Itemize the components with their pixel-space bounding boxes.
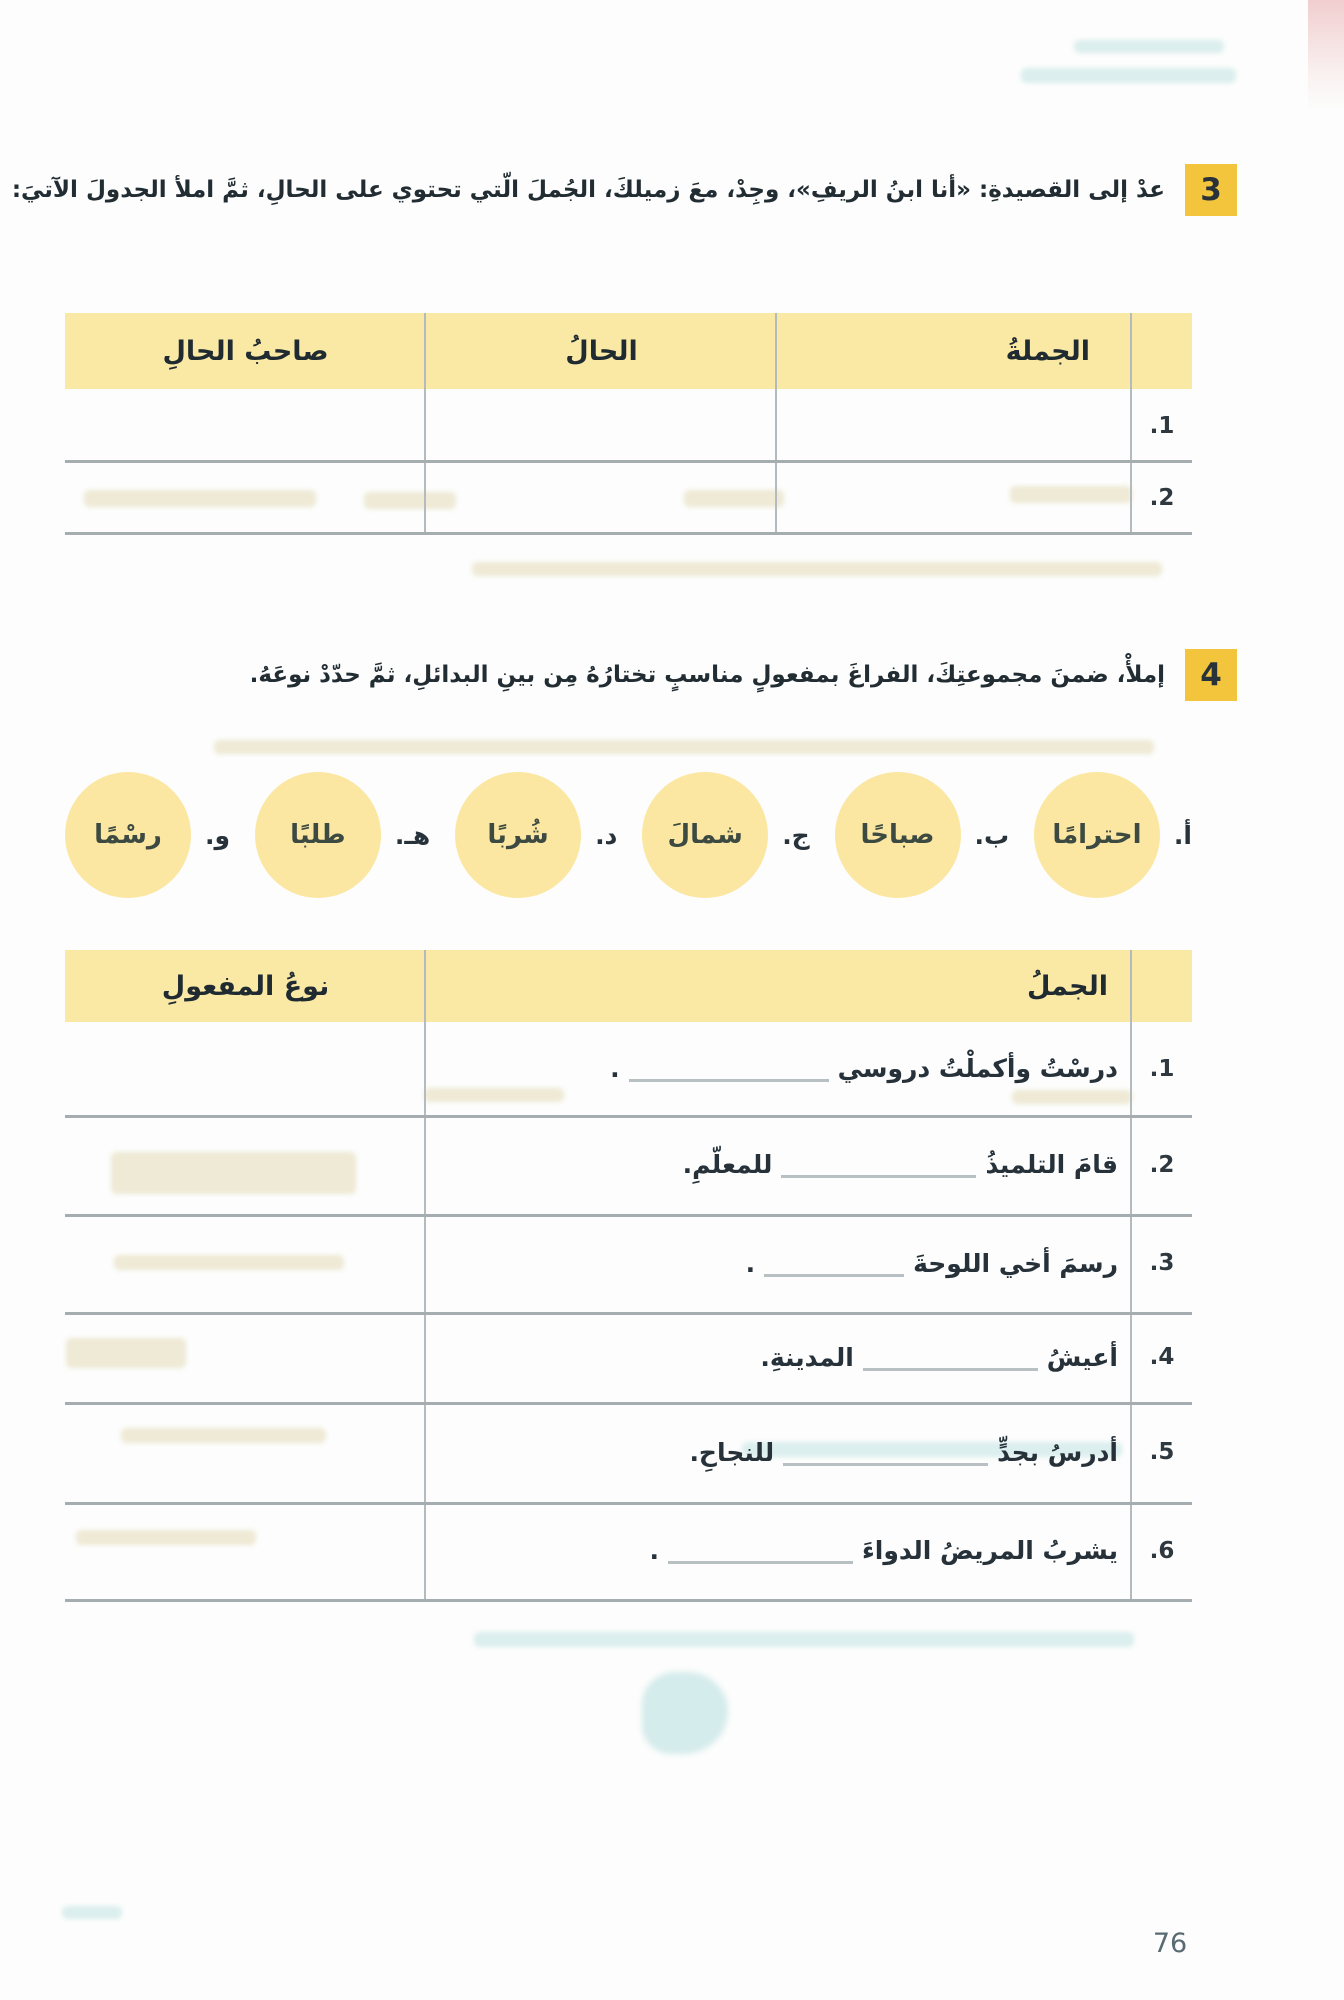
bleedthrough	[472, 562, 1162, 576]
page-number: 76	[1152, 1928, 1188, 1959]
option-letter: ج.	[782, 820, 810, 850]
exercise-3-table	[65, 313, 1192, 535]
sentence-text: أدرسُ بجدٍّ	[997, 1437, 1118, 1467]
bleedthrough	[214, 740, 1154, 754]
row-number-cell	[1132, 1214, 1192, 1312]
option-letter: د.	[595, 820, 618, 850]
column-header-sentences: الجملُ	[1026, 970, 1108, 1002]
sentence-text: .	[649, 1536, 660, 1565]
exercise-4-header	[250, 649, 1237, 701]
option-w	[65, 772, 230, 898]
sentence-text: المدينةِ.	[760, 1342, 854, 1372]
bleedthrough	[474, 1632, 1134, 1647]
exercise-4-table	[65, 950, 1192, 1602]
fill-in-blank	[629, 1055, 829, 1082]
sentence-row	[426, 1402, 1132, 1502]
sentence-text: درسْتُ وأكملْتُ دروسي	[837, 1054, 1118, 1083]
option-letter: هـ.	[394, 820, 431, 850]
exercise-4-options	[65, 771, 1192, 899]
option-letter: و.	[205, 820, 231, 850]
option-c	[642, 772, 810, 898]
option-d	[455, 772, 617, 898]
row-number: .2	[1149, 1151, 1175, 1178]
bleedthrough	[1074, 40, 1224, 53]
option-word-circle: رسْمًا	[65, 772, 191, 898]
sentence-text: قامَ التلميذُ	[985, 1150, 1118, 1179]
sentence-text: للمعلّمِ.	[682, 1150, 773, 1179]
sentence-text: .	[745, 1248, 756, 1278]
bleedthrough	[1021, 68, 1236, 83]
fill-in-blank	[863, 1344, 1038, 1371]
option-word-circle: احترامًا	[1034, 772, 1160, 898]
row-number-cell	[1132, 1022, 1192, 1115]
sentence-text: أعيشُ	[1046, 1342, 1118, 1372]
sentence-row	[426, 1214, 1132, 1312]
option-word-circle: شمالَ	[642, 772, 768, 898]
row-number: .5	[1149, 1439, 1175, 1465]
sentence-text: .	[610, 1054, 620, 1083]
sentence-text: للنجاحِ.	[689, 1437, 775, 1467]
fill-in-blank	[764, 1250, 904, 1277]
table-bottom-line	[65, 532, 1192, 535]
exercise-4-instruction: إملأْ، ضمنَ مجموعتِكَ، الفراغَ بمفعولٍ مناسبٍ تختارُهُ مِن بينِ البدائلِ، ثمَّ حدّدْ نوعَهُ.	[249, 662, 1165, 688]
page-edge-tint	[1308, 0, 1344, 110]
row-number-cell	[1132, 1502, 1192, 1599]
option-h	[255, 772, 430, 898]
sentence-row	[426, 1022, 1132, 1115]
sentence-row	[426, 1312, 1132, 1402]
column-header-sentence: الجملةُ	[1005, 335, 1090, 367]
row-number-cell	[1132, 1115, 1192, 1214]
sentence-row	[426, 1502, 1132, 1599]
row-number: .6	[1149, 1537, 1175, 1564]
sentence-text: يشربُ المريضُ الدواءَ	[862, 1536, 1118, 1565]
option-a	[1034, 772, 1192, 898]
sentence-row	[426, 1115, 1132, 1214]
column-header-haal: الحالُ	[565, 335, 638, 367]
column-header-object-type: نوعُ المفعولِ	[161, 970, 330, 1002]
option-word-circle: صباحًا	[835, 772, 961, 898]
row-number: .1	[1149, 1055, 1175, 1082]
option-b	[835, 772, 1010, 898]
row-number: .3	[1149, 1250, 1175, 1276]
exercise-4-number-badge: 4	[1185, 649, 1237, 701]
table-row-line	[65, 460, 1192, 463]
option-letter: أ.	[1173, 820, 1192, 850]
exercise-3-number-badge: 3	[1185, 164, 1237, 216]
option-word-circle: طلبًا	[255, 772, 381, 898]
row-number-cell	[1132, 1402, 1192, 1502]
table-bottom-line	[65, 1599, 1192, 1602]
row-number: .2	[1149, 484, 1175, 511]
row-number-cell	[1132, 463, 1192, 532]
row-number-cell	[1132, 1312, 1192, 1402]
column-header-haal-owner: صاحبُ الحالِ	[162, 335, 329, 367]
fill-in-blank	[781, 1151, 976, 1178]
row-number: .1	[1149, 413, 1175, 439]
sentence-text: رسمَ أخي اللوحةَ	[913, 1248, 1118, 1278]
fill-in-blank	[783, 1439, 988, 1466]
option-letter: ب.	[974, 820, 1010, 850]
exercise-3-instruction: عدْ إلى القصيدةِ: «أنا ابنُ الريفِ»، وجِدْ، معَ زميلكَ، الجُملَ الّتي تحتوي على الحالِ، ثمَّ املأ الجدولَ الآتيَ:	[11, 177, 1165, 203]
exercise-3-header	[12, 164, 1237, 216]
bleedthrough	[62, 1906, 122, 1919]
fill-in-blank	[668, 1537, 853, 1564]
bleedthrough-quote-mark	[642, 1672, 728, 1754]
row-number: .4	[1149, 1344, 1175, 1370]
option-word-circle: شُربًا	[455, 772, 581, 898]
row-number-cell	[1132, 392, 1192, 460]
